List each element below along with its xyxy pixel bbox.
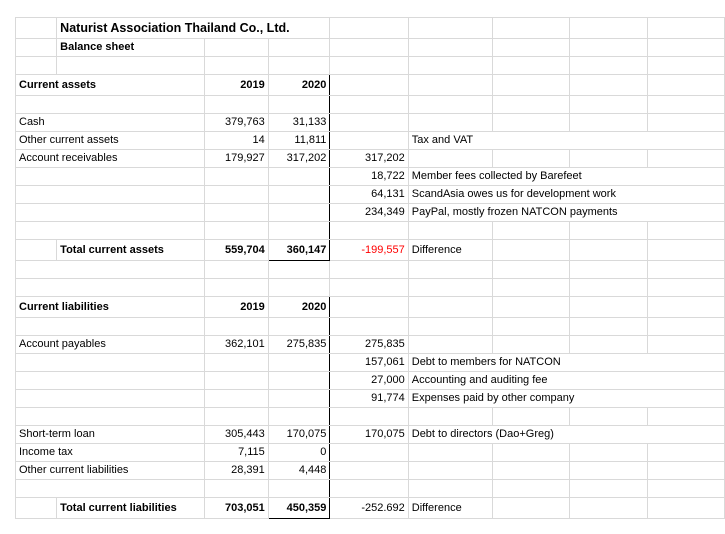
row-label[interactable]: Income tax: [16, 444, 205, 462]
empty-cell[interactable]: [647, 261, 725, 279]
empty-cell[interactable]: [204, 186, 268, 204]
detail-value[interactable]: 157,061: [330, 354, 408, 372]
empty-cell[interactable]: [204, 279, 268, 297]
row-label[interactable]: Cash: [16, 114, 205, 132]
empty-cell[interactable]: [330, 408, 408, 426]
value-2019[interactable]: 28,391: [204, 462, 268, 480]
empty-cell[interactable]: [647, 279, 725, 297]
empty-cell[interactable]: [330, 39, 408, 57]
empty-cell[interactable]: [330, 114, 408, 132]
empty-cell[interactable]: [204, 372, 268, 390]
empty-cell[interactable]: [570, 408, 647, 426]
empty-cell[interactable]: [647, 96, 725, 114]
empty-cell[interactable]: [204, 261, 268, 279]
empty-cell[interactable]: [330, 480, 408, 498]
empty-cell[interactable]: [492, 462, 569, 480]
liabilities-year-2020[interactable]: 2020: [268, 297, 330, 318]
sheet-row: [16, 75, 725, 96]
empty-cell[interactable]: [647, 75, 725, 96]
empty-cell[interactable]: [408, 297, 492, 318]
detail-note[interactable]: Member fees collected by Barefeet: [408, 168, 724, 186]
value-2020[interactable]: 275,835: [268, 336, 330, 354]
empty-cell[interactable]: [330, 18, 408, 39]
balance-sheet-grid: [15, 17, 725, 519]
empty-cell[interactable]: [204, 39, 268, 57]
liabilities-difference-label[interactable]: Difference: [408, 498, 492, 519]
empty-cell[interactable]: [268, 261, 330, 279]
detail-note[interactable]: PayPal, mostly frozen NATCON payments: [408, 204, 724, 222]
empty-cell[interactable]: [647, 150, 725, 168]
value-2020[interactable]: 11,811: [268, 132, 330, 150]
row-label[interactable]: Account receivables: [16, 150, 205, 168]
empty-cell[interactable]: [408, 222, 492, 240]
detail-value[interactable]: 234,349: [330, 204, 408, 222]
empty-cell[interactable]: [204, 354, 268, 372]
empty-cell[interactable]: [647, 480, 725, 498]
empty-cell[interactable]: [408, 318, 492, 336]
table-row: [16, 150, 725, 168]
empty-cell[interactable]: [492, 240, 569, 261]
empty-cell[interactable]: [492, 297, 569, 318]
empty-cell[interactable]: [330, 132, 408, 150]
detail-note[interactable]: Expenses paid by other company: [408, 390, 724, 408]
row-label[interactable]: Other current liabilities: [16, 462, 205, 480]
empty-cell[interactable]: [268, 372, 330, 390]
empty-cell[interactable]: [647, 222, 725, 240]
empty-cell[interactable]: [570, 297, 647, 318]
empty-cell[interactable]: [408, 114, 492, 132]
empty-cell[interactable]: [492, 318, 569, 336]
assets-difference-value[interactable]: -199,557: [330, 240, 408, 261]
sheet-row: [16, 57, 725, 75]
empty-cell[interactable]: [408, 480, 492, 498]
value-2020[interactable]: 0: [268, 444, 330, 462]
value-2020[interactable]: 317,202: [268, 150, 330, 168]
note-value[interactable]: 170,075: [330, 426, 408, 444]
empty-cell[interactable]: [647, 462, 725, 480]
empty-cell[interactable]: [16, 240, 57, 261]
detail-note[interactable]: ScandAsia owes us for development work: [408, 186, 724, 204]
empty-cell[interactable]: [268, 168, 330, 186]
detail-row: [16, 168, 725, 186]
empty-cell[interactable]: [16, 204, 205, 222]
empty-cell[interactable]: [204, 390, 268, 408]
empty-cell[interactable]: [16, 354, 205, 372]
sheet-row: [16, 39, 725, 57]
note-value[interactable]: 317,202: [330, 150, 408, 168]
value-2020[interactable]: 170,075: [268, 426, 330, 444]
empty-cell[interactable]: [492, 150, 569, 168]
liabilities-difference-value[interactable]: -252.692: [330, 498, 408, 519]
empty-cell[interactable]: [570, 18, 647, 39]
empty-cell[interactable]: [647, 498, 725, 519]
empty-cell[interactable]: [268, 96, 330, 114]
empty-cell[interactable]: [204, 168, 268, 186]
total-assets-2019[interactable]: 559,704: [204, 240, 268, 261]
detail-value[interactable]: 64,131: [330, 186, 408, 204]
empty-cell[interactable]: [492, 261, 569, 279]
empty-cell[interactable]: [408, 444, 492, 462]
empty-cell[interactable]: [492, 96, 569, 114]
empty-cell[interactable]: [330, 261, 408, 279]
empty-cell[interactable]: [16, 222, 205, 240]
empty-cell[interactable]: [268, 480, 330, 498]
detail-value[interactable]: 91,774: [330, 390, 408, 408]
empty-cell[interactable]: [570, 57, 647, 75]
empty-cell[interactable]: [330, 444, 408, 462]
empty-cell[interactable]: [16, 480, 205, 498]
empty-cell[interactable]: [570, 318, 647, 336]
empty-cell[interactable]: [408, 279, 492, 297]
detail-row: [16, 372, 725, 390]
empty-cell[interactable]: [408, 75, 492, 96]
sheet-row: [16, 297, 725, 318]
empty-cell[interactable]: [492, 39, 569, 57]
empty-cell[interactable]: [570, 462, 647, 480]
empty-cell[interactable]: [570, 261, 647, 279]
empty-cell[interactable]: [268, 204, 330, 222]
empty-cell[interactable]: [16, 498, 57, 519]
empty-cell[interactable]: [570, 336, 647, 354]
empty-cell[interactable]: [408, 57, 492, 75]
detail-note[interactable]: Accounting and auditing fee: [408, 372, 724, 390]
table-row: [16, 444, 725, 462]
empty-cell[interactable]: [492, 444, 569, 462]
sheet-row: [16, 222, 725, 240]
note-value[interactable]: 275,835: [330, 336, 408, 354]
empty-cell[interactable]: [16, 390, 205, 408]
empty-cell[interactable]: [204, 408, 268, 426]
empty-cell[interactable]: [408, 18, 492, 39]
empty-cell[interactable]: [268, 408, 330, 426]
detail-value[interactable]: 27,000: [330, 372, 408, 390]
empty-cell[interactable]: [570, 150, 647, 168]
table-row: [16, 336, 725, 354]
empty-cell[interactable]: [16, 318, 205, 336]
value-2019[interactable]: 14: [204, 132, 268, 150]
sheet-row: [16, 408, 725, 426]
assets-difference-label[interactable]: Difference: [408, 240, 492, 261]
empty-cell[interactable]: [204, 318, 268, 336]
empty-cell[interactable]: [492, 480, 569, 498]
empty-cell[interactable]: [16, 39, 57, 57]
empty-cell[interactable]: [330, 318, 408, 336]
empty-cell[interactable]: [408, 150, 492, 168]
empty-cell[interactable]: [16, 168, 205, 186]
empty-cell[interactable]: [330, 222, 408, 240]
empty-cell[interactable]: [647, 444, 725, 462]
empty-cell[interactable]: [647, 318, 725, 336]
note-text[interactable]: Tax and VAT: [408, 132, 724, 150]
empty-cell[interactable]: [492, 336, 569, 354]
company-name[interactable]: Naturist Association Thailand Co., Ltd.: [57, 18, 330, 39]
empty-cell[interactable]: [16, 372, 205, 390]
empty-cell[interactable]: [647, 114, 725, 132]
empty-cell[interactable]: [408, 336, 492, 354]
detail-note[interactable]: Debt to members for NATCON: [408, 354, 724, 372]
empty-cell[interactable]: [492, 279, 569, 297]
table-row: [16, 132, 725, 150]
value-2019[interactable]: 362,101: [204, 336, 268, 354]
detail-row: [16, 204, 725, 222]
sheet-row: [16, 480, 725, 498]
empty-cell[interactable]: [16, 57, 57, 75]
empty-cell[interactable]: [16, 18, 57, 39]
row-label[interactable]: Other current assets: [16, 132, 205, 150]
empty-cell[interactable]: [330, 297, 408, 318]
empty-cell[interactable]: [492, 498, 569, 519]
total-liabilities-label[interactable]: Total current liabilities: [57, 498, 205, 519]
liabilities-year-2019[interactable]: 2019: [204, 297, 268, 318]
total-assets-label[interactable]: Total current assets: [57, 240, 205, 261]
empty-cell[interactable]: [204, 57, 268, 75]
empty-cell[interactable]: [57, 57, 205, 75]
empty-cell[interactable]: [492, 57, 569, 75]
assets-year-2019[interactable]: 2019: [204, 75, 268, 96]
empty-cell[interactable]: [570, 75, 647, 96]
empty-cell[interactable]: [492, 75, 569, 96]
empty-cell[interactable]: [647, 297, 725, 318]
empty-cell[interactable]: [16, 186, 205, 204]
empty-cell[interactable]: [16, 408, 205, 426]
table-row: [16, 114, 725, 132]
empty-cell[interactable]: [408, 462, 492, 480]
empty-cell[interactable]: [570, 498, 647, 519]
empty-cell[interactable]: [268, 39, 330, 57]
empty-cell[interactable]: [330, 279, 408, 297]
sheet-row: [16, 318, 725, 336]
sheet-row: [16, 279, 725, 297]
table-row: [16, 462, 725, 480]
empty-cell[interactable]: [570, 96, 647, 114]
value-2019[interactable]: 179,927: [204, 150, 268, 168]
empty-cell[interactable]: [330, 462, 408, 480]
empty-cell[interactable]: [268, 354, 330, 372]
sheet-row: [16, 261, 725, 279]
empty-cell[interactable]: [492, 114, 569, 132]
assets-year-2020[interactable]: 2020: [268, 75, 330, 96]
detail-row: [16, 186, 725, 204]
value-2019[interactable]: 305,443: [204, 426, 268, 444]
detail-row: [16, 390, 725, 408]
empty-cell[interactable]: [268, 57, 330, 75]
empty-cell[interactable]: [268, 318, 330, 336]
total-row: [16, 498, 725, 519]
empty-cell[interactable]: [16, 96, 205, 114]
empty-cell[interactable]: [570, 279, 647, 297]
empty-cell[interactable]: [268, 222, 330, 240]
detail-row: [16, 354, 725, 372]
empty-cell[interactable]: [204, 480, 268, 498]
empty-cell[interactable]: [570, 222, 647, 240]
empty-cell[interactable]: [492, 408, 569, 426]
empty-cell[interactable]: [268, 390, 330, 408]
liabilities-header[interactable]: Current liabilities: [16, 297, 205, 318]
total-liabilities-2019[interactable]: 703,051: [204, 498, 268, 519]
empty-cell[interactable]: [204, 222, 268, 240]
empty-cell[interactable]: [408, 39, 492, 57]
total-row: [16, 240, 725, 261]
note-text[interactable]: Debt to directors (Dao+Greg): [408, 426, 724, 444]
empty-cell[interactable]: [647, 18, 725, 39]
empty-cell[interactable]: [570, 114, 647, 132]
sheet-row: [16, 18, 725, 39]
empty-cell[interactable]: [16, 261, 205, 279]
empty-cell[interactable]: [647, 39, 725, 57]
value-2020[interactable]: 4,448: [268, 462, 330, 480]
sheet-row: [16, 96, 725, 114]
row-label[interactable]: Account payables: [16, 336, 205, 354]
row-label[interactable]: Short-term loan: [16, 426, 205, 444]
empty-cell[interactable]: [16, 279, 205, 297]
empty-cell[interactable]: [647, 57, 725, 75]
empty-cell[interactable]: [330, 57, 408, 75]
empty-cell[interactable]: [570, 240, 647, 261]
empty-cell[interactable]: [268, 186, 330, 204]
value-2019[interactable]: 379,763: [204, 114, 268, 132]
table-row: [16, 426, 725, 444]
total-assets-2020[interactable]: 360,147: [268, 240, 330, 261]
empty-cell[interactable]: [408, 408, 492, 426]
empty-cell[interactable]: [570, 39, 647, 57]
empty-cell[interactable]: [408, 261, 492, 279]
value-2019[interactable]: 7,115: [204, 444, 268, 462]
detail-value[interactable]: 18,722: [330, 168, 408, 186]
empty-cell[interactable]: [204, 96, 268, 114]
value-2020[interactable]: 31,133: [268, 114, 330, 132]
empty-cell[interactable]: [570, 444, 647, 462]
empty-cell[interactable]: [492, 222, 569, 240]
empty-cell[interactable]: [647, 408, 725, 426]
empty-cell[interactable]: [268, 279, 330, 297]
empty-cell[interactable]: [330, 75, 408, 96]
empty-cell[interactable]: [647, 240, 725, 261]
sheet-title[interactable]: Balance sheet: [57, 39, 205, 57]
assets-header[interactable]: Current assets: [16, 75, 205, 96]
empty-cell[interactable]: [570, 480, 647, 498]
total-liabilities-2020[interactable]: 450,359: [268, 498, 330, 519]
empty-cell[interactable]: [330, 96, 408, 114]
empty-cell[interactable]: [408, 96, 492, 114]
empty-cell[interactable]: [492, 18, 569, 39]
empty-cell[interactable]: [647, 336, 725, 354]
empty-cell[interactable]: [204, 204, 268, 222]
